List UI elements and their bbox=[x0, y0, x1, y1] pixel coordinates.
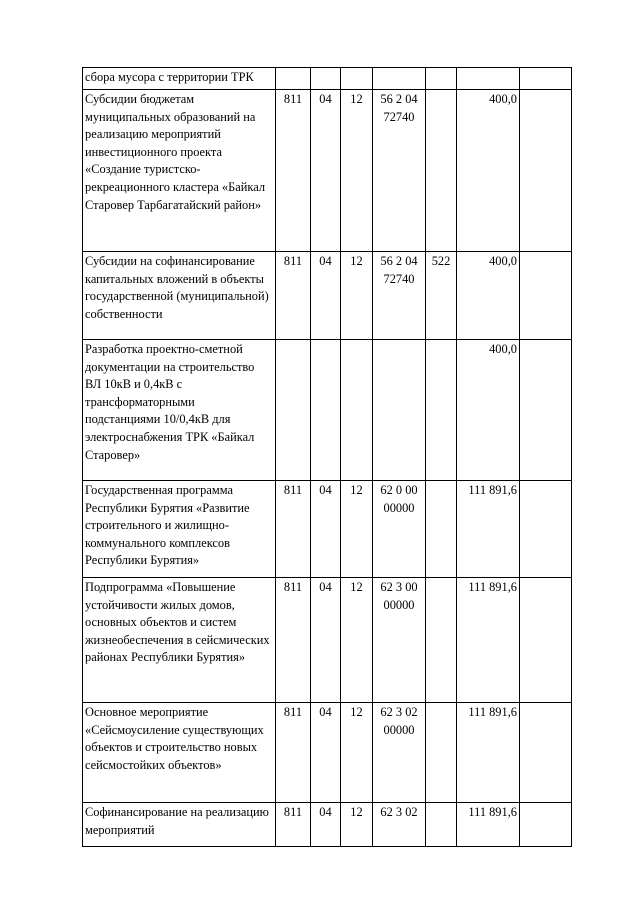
item-name-cell: Субсидии бюджетам муниципальных образований на реализацию мероприятий инвестиционного проекта «Создание туристско-рекреационного кластера «Байкал Старовер Тарбагатайский район» bbox=[83, 90, 276, 252]
amount-cell: 111 891,6 bbox=[457, 803, 520, 847]
extra-cell bbox=[520, 481, 572, 578]
target-code-cell bbox=[373, 340, 426, 481]
expense-type-cell bbox=[426, 68, 457, 90]
item-name-cell: сбора мусора с территории ТРК bbox=[83, 68, 276, 90]
item-name-cell: Субсидии на софинансирование капитальных вложений в объекты государственной (муниципальной) собственности bbox=[83, 252, 276, 340]
extra-cell bbox=[520, 703, 572, 803]
section-code-cell: 04 bbox=[311, 703, 341, 803]
target-code-cell: 62 3 00 00000 bbox=[373, 578, 426, 703]
extra-cell bbox=[520, 252, 572, 340]
section-code-cell: 04 bbox=[311, 578, 341, 703]
item-name-cell: Государственная программа Республики Бурятия «Развитие строительного и жилищно-коммунального комплексов Республики Бурятия» bbox=[83, 481, 276, 578]
admin-code-cell: 811 bbox=[276, 481, 311, 578]
admin-code-cell bbox=[276, 68, 311, 90]
budget-table bbox=[82, 67, 572, 847]
expense-type-cell bbox=[426, 578, 457, 703]
item-name-cell: Основное мероприятие «Сейсмоусиление существующих объектов и строительство новых сейсмостойких объектов» bbox=[83, 703, 276, 803]
expense-type-cell bbox=[426, 803, 457, 847]
item-name-cell: Разработка проектно-сметной документации на строительство ВЛ 10кВ и 0,4кВ с трансформаторными подстанциями 10/0,4кВ для электроснабжения ТРК «Байкал Старовер» bbox=[83, 340, 276, 481]
subsection-code-cell: 12 bbox=[341, 803, 373, 847]
section-code-cell: 04 bbox=[311, 90, 341, 252]
extra-cell bbox=[520, 340, 572, 481]
amount-cell: 400,0 bbox=[457, 252, 520, 340]
expense-type-cell bbox=[426, 703, 457, 803]
subsection-code-cell: 12 bbox=[341, 90, 373, 252]
item-name-cell: Софинансирование на реализацию мероприятий bbox=[83, 803, 276, 847]
table-row bbox=[83, 252, 572, 340]
subsection-code-cell: 12 bbox=[341, 252, 373, 340]
admin-code-cell: 811 bbox=[276, 703, 311, 803]
section-code-cell: 04 bbox=[311, 803, 341, 847]
subsection-code-cell bbox=[341, 340, 373, 481]
amount-cell: 400,0 bbox=[457, 340, 520, 481]
target-code-cell: 56 2 04 72740 bbox=[373, 90, 426, 252]
admin-code-cell: 811 bbox=[276, 90, 311, 252]
admin-code-cell: 811 bbox=[276, 578, 311, 703]
subsection-code-cell: 12 bbox=[341, 703, 373, 803]
target-code-cell: 62 0 00 00000 bbox=[373, 481, 426, 578]
target-code-cell: 62 3 02 bbox=[373, 803, 426, 847]
target-code-cell: 62 3 02 00000 bbox=[373, 703, 426, 803]
extra-cell bbox=[520, 578, 572, 703]
subsection-code-cell: 12 bbox=[341, 481, 373, 578]
expense-type-cell: 522 bbox=[426, 252, 457, 340]
admin-code-cell bbox=[276, 340, 311, 481]
amount-cell: 400,0 bbox=[457, 90, 520, 252]
expense-type-cell bbox=[426, 90, 457, 252]
amount-cell: 111 891,6 bbox=[457, 481, 520, 578]
section-code-cell: 04 bbox=[311, 481, 341, 578]
table-row bbox=[83, 68, 572, 90]
extra-cell bbox=[520, 68, 572, 90]
section-code-cell bbox=[311, 340, 341, 481]
amount-cell bbox=[457, 68, 520, 90]
section-code-cell bbox=[311, 68, 341, 90]
table-row bbox=[83, 578, 572, 703]
table-row bbox=[83, 481, 572, 578]
section-code-cell: 04 bbox=[311, 252, 341, 340]
amount-cell: 111 891,6 bbox=[457, 703, 520, 803]
target-code-cell: 56 2 04 72740 bbox=[373, 252, 426, 340]
expense-type-cell bbox=[426, 481, 457, 578]
expense-type-cell bbox=[426, 340, 457, 481]
admin-code-cell: 811 bbox=[276, 252, 311, 340]
table-row bbox=[83, 803, 572, 847]
target-code-cell bbox=[373, 68, 426, 90]
subsection-code-cell bbox=[341, 68, 373, 90]
extra-cell bbox=[520, 90, 572, 252]
amount-cell: 111 891,6 bbox=[457, 578, 520, 703]
admin-code-cell: 811 bbox=[276, 803, 311, 847]
table-row bbox=[83, 90, 572, 252]
extra-cell bbox=[520, 803, 572, 847]
item-name-cell: Подпрограмма «Повышение устойчивости жилых домов, основных объектов и систем жизнеобеспечения в сейсмических районах Республики Бурятия» bbox=[83, 578, 276, 703]
table-row bbox=[83, 340, 572, 481]
subsection-code-cell: 12 bbox=[341, 578, 373, 703]
table-row bbox=[83, 703, 572, 803]
